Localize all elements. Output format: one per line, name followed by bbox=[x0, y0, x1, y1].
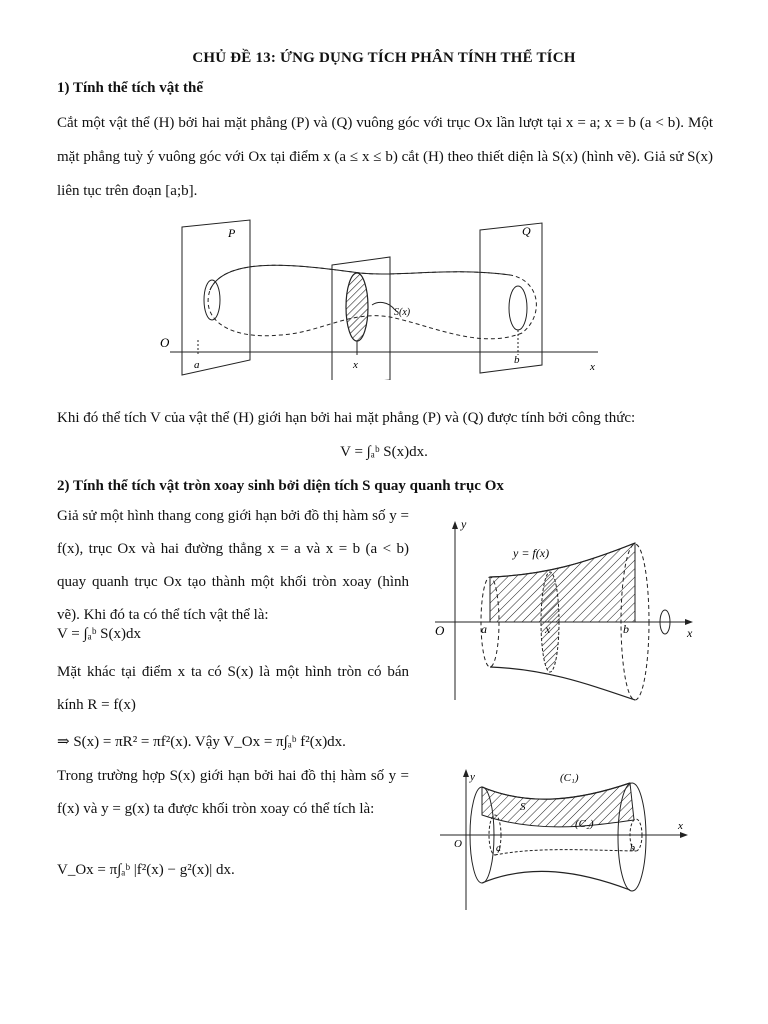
fig2-label-origin: O bbox=[435, 623, 445, 638]
label-origin: O bbox=[160, 335, 170, 350]
label-a: a bbox=[194, 359, 200, 371]
fig2-label-fx: y = f(x) bbox=[513, 546, 550, 560]
figure-solid-of-revolution bbox=[425, 515, 710, 710]
section2-paragraph: Giả sử một hình thang cong giới hạn bởi đồ thị hàm số y = f(x), trục Ox và hai đường thẳng x = a và x = b (a < b) quay quanh trục Ox tạo thành một khối tròn xoay (hình vẽ). Khi đó ta có thể tích vật thể là: bbox=[57, 508, 409, 623]
fig2-label-a: a bbox=[481, 622, 487, 636]
section2-text3: Trong trường hợp S(x) giới hạn bởi hai đồ thị hàm số y = f(x) và y = g(x) ta được khối tròn xoay có thể tích là: bbox=[57, 768, 409, 817]
fig3-label-origin: O bbox=[454, 838, 462, 850]
fig3-label-c1: (C₁) bbox=[560, 772, 579, 784]
fig2-label-b: b bbox=[623, 622, 629, 636]
fig3-label-a: a bbox=[496, 843, 501, 854]
label-plane-q: Q bbox=[522, 224, 531, 238]
section1-formula: V = ∫ₐᵇ S(x)dx. bbox=[340, 444, 428, 460]
label-section: S(x) bbox=[394, 307, 411, 318]
fig3-label-c2: (C₂) bbox=[575, 818, 594, 830]
fig3-label-x-axis: x bbox=[678, 820, 683, 832]
label-x-axis: x bbox=[590, 361, 595, 373]
section1-heading: 1) Tính thể tích vật thể bbox=[57, 80, 203, 96]
label-x-point: x bbox=[353, 359, 358, 371]
section2-text2: Mặt khác tại điểm x ta có S(x) là một hình tròn có bán kính R = f(x) bbox=[57, 664, 409, 713]
section2-formula1: V = ∫ₐᵇ S(x)dx bbox=[57, 626, 141, 642]
fig3-label-y: y bbox=[470, 771, 475, 783]
label-b: b bbox=[514, 354, 520, 366]
fig3-label-s: S bbox=[520, 801, 526, 813]
section2-heading: 2) Tính thể tích vật tròn xoay sinh bởi diện tích S quay quanh trục Ox bbox=[57, 478, 504, 494]
fig2-label-x-point: x bbox=[545, 622, 551, 636]
label-plane-p: P bbox=[228, 226, 236, 240]
fig2-label-y: y bbox=[461, 517, 467, 531]
section2-formula2: ⇒ S(x) = πR² = πf²(x). Vậy V_Ox = π∫ₐᵇ f²(x)dx. bbox=[57, 734, 346, 750]
section1-conclusion: Khi đó thể tích V của vật thể (H) giới hạn bởi hai mặt phẳng (P) và (Q) được tính bởi công thức: bbox=[57, 410, 636, 426]
section2-formula3: V_Ox = π∫ₐᵇ |f²(x) − g²(x)| dx. bbox=[57, 862, 235, 878]
fig3-label-b: b bbox=[630, 843, 635, 854]
section1-paragraph: Cắt một vật thể (H) bởi hai mặt phẳng (P) và (Q) vuông góc với trục Ox lần lượt tại x = a; x = b (a < b). Một mặt phẳng tuỳ ý vuông góc với Ox tại điểm x (a ≤ x ≤ b) cắt (H) theo thiết diện là S(x) (hình vẽ). Giả sử S(x) liên tục trên đoạn [a;b]. bbox=[57, 115, 713, 199]
fig2-label-x-axis: x bbox=[687, 626, 693, 640]
figure-solid-cross-section bbox=[150, 215, 610, 380]
figure-region-between-curves bbox=[420, 765, 705, 915]
page-title: CHỦ ĐỀ 13: ỨNG DỤNG TÍCH PHÂN TÍNH THỂ TÍCH bbox=[192, 50, 576, 66]
